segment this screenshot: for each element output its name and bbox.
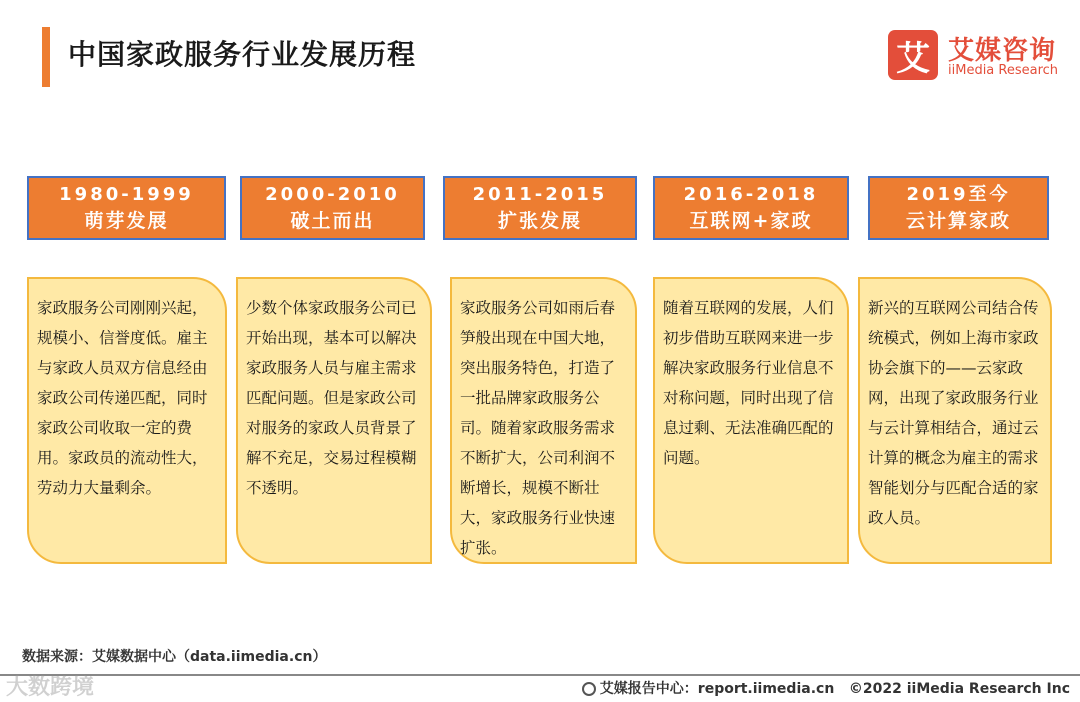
stage-header-1 <box>27 176 226 240</box>
stage-period: 2019至今 <box>906 184 1011 205</box>
page-title: 中国家政服务行业发展历程 <box>68 38 417 71</box>
stage-period: 1980-1999 <box>59 184 194 205</box>
stage-card-4: 随着互联网的发展，人们初步借助互联网来进一步解决家政服务行业信息不对称问题，同时出现了信息过剩、无法准确匹配的问题。 <box>653 277 849 564</box>
stage-header-3 <box>443 176 637 240</box>
stage-period: 2016-2018 <box>683 184 819 205</box>
stage-card-3: 家政服务公司如雨后春笋般出现在中国大地，突出服务特色，打造了一批品牌家政服务公司。随着家政服务需求不断扩大，公司利润不断增长，规模不断壮大，家政服务行业快速扩张。 <box>450 277 637 564</box>
stage-name: 扩张发展 <box>497 210 582 232</box>
stage-name: 云计算家政 <box>905 210 1011 232</box>
stage-name: 萌芽发展 <box>84 210 169 232</box>
data-source: 数据来源：艾媒数据中心（data.iimedia.cn） <box>22 649 327 665</box>
stage-header-2 <box>240 176 425 240</box>
stage-header-5 <box>868 176 1049 240</box>
stage-card-5: 新兴的互联网公司结合传统模式，例如上海市家政协会旗下的——云家政网，出现了家政服务行业与云计算相结合，通过云计算的概念为雇主的需求智能划分与匹配合适的家政人员。 <box>858 277 1052 564</box>
stage-name: 破土而出 <box>290 210 375 232</box>
stage-period: 2000-2010 <box>265 184 400 205</box>
stage-card-2: 少数个体家政服务公司已开始出现，基本可以解决家政服务人员与雇主需求匹配问题。但是家政公司对服务的家政人员背景了解不充足，交易过程模糊不透明。 <box>236 277 432 564</box>
globe-icon <box>582 682 596 696</box>
logo-name-cn: 艾媒咨询 <box>948 36 1057 66</box>
iimedia-logo <box>888 30 1063 82</box>
stage-name: 互联网+家政 <box>689 210 813 232</box>
stage-header-4 <box>653 176 849 240</box>
footer-copyright: ©2022 iiMedia Research Inc <box>848 681 1070 697</box>
logo-mark-icon: 艾 <box>888 30 938 80</box>
title-accent-bar <box>42 27 50 87</box>
watermark: 大数跨境 <box>6 675 95 700</box>
stage-card-1: 家政服务公司刚刚兴起，规模小、信誉度低。雇主与家政人员双方信息经由家政公司传递匹配，同时家政公司收取一定的费用。家政员的流动性大，劳动力大量剩余。 <box>27 277 227 564</box>
footer-report: 艾媒报告中心：report.iimedia.cn <box>599 681 835 697</box>
footer-divider <box>0 674 1080 676</box>
stage-period: 2011-2015 <box>472 184 608 205</box>
footer <box>582 678 1070 698</box>
logo-name-en: iiMedia Research <box>948 63 1059 78</box>
